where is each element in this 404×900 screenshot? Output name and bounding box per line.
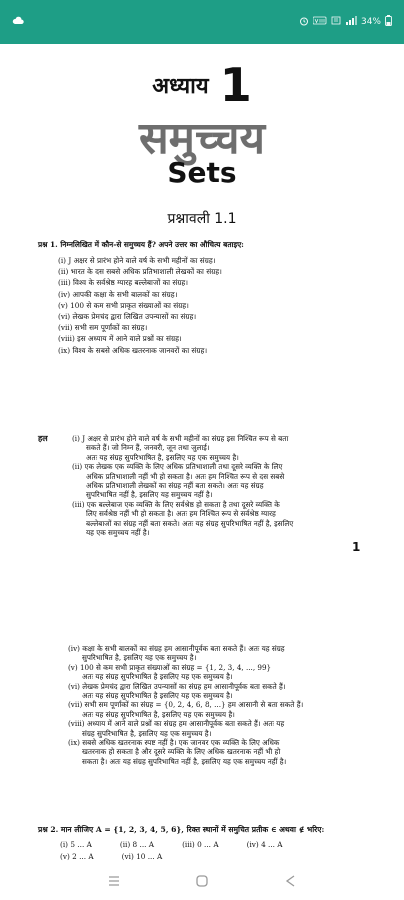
- solution-line: (ii) एक लेखक एक व्यक्ति के लिए अधिक प्रतिभाशाली तथा दूसरे व्यक्ति के लिए: [72, 462, 283, 472]
- solution-line: (ix) सबसे अधिक खतरनाक स्पष्ट नहीं है। एक जानवर एक व्यक्ति के लिए अधिक: [68, 738, 280, 748]
- battery-percent: 34%: [360, 17, 381, 27]
- solution-line: अतः यह संग्रह सुपरिभाषित है इसलिए यह एक समुच्चय है।: [82, 691, 233, 701]
- signal-icon: [345, 16, 357, 28]
- solution-line: (vi) लेखक प्रेमचंद द्वारा लिखित उपन्यासों का संग्रह हम आसानीपूर्वक बता सकते हैं।: [68, 681, 286, 691]
- chapter-heading: [0, 58, 404, 112]
- option-item: (v) 2 ... A: [60, 852, 94, 861]
- status-bar: [0, 0, 404, 44]
- list-item: (vi) लेखक प्रेमचंद द्वारा लिखित उपन्यासों का संग्रह।: [58, 312, 197, 322]
- solution-line: अतः यह संग्रह सुपरिभाषित है, इसलिए यह एक समुच्चय है।: [82, 709, 235, 719]
- question-1-items: [58, 255, 222, 356]
- solution-line: खतरनाक हो सकता है और दूसरे व्यक्ति के लिए अधिक खतरनाक नहीं भी हो: [82, 747, 281, 757]
- solution-line: (viii) अध्याय में आने वाले प्रश्नों का संग्रह हम आसानीपूर्वक बता सकते हैं। अतः यह: [68, 719, 285, 729]
- question-2: [38, 825, 324, 835]
- question-2-text: मान लीजिए A = {1, 2, 3, 4, 5, 6}, रिक्त स्थानों में समुचित प्रतीक ∈ अथवा ∉ भरिए:: [60, 825, 325, 834]
- option-item: (vi) 10 ... A: [121, 852, 163, 861]
- solution-line: अधिक प्रतिभाशाली लेखकों का संग्रह नहीं बता सकते। अतः यह संग्रह: [86, 481, 264, 491]
- vowifi-icon: [313, 16, 327, 28]
- question-1-label: प्रश्न 1.: [38, 240, 58, 249]
- list-item: (viii) इस अध्याय में आने वाले प्रश्नों का संग्रह।: [58, 334, 182, 344]
- solution-line: (iv) कक्षा के सभी बालकों का संग्रह हम आसानीपूर्वक बता सकते हैं। अतः यह संग्रह: [68, 644, 285, 653]
- solution-part-1: [72, 434, 293, 537]
- solution-line: संग्रह सुपरिभाषित है, इसलिए यह एक समुच्चय है।: [82, 728, 212, 738]
- solution-line: यह एक समुच्चय नहीं है।: [86, 528, 150, 538]
- option-item: (ii) 8 ... A: [119, 840, 155, 849]
- solution-part-2: [68, 644, 303, 766]
- back-icon[interactable]: [278, 869, 302, 893]
- question-2-options-row-2: [60, 852, 162, 861]
- list-item: (ix) विश्व के सबसे अधिक खतरनाक जानवरों का संग्रह।: [58, 345, 208, 355]
- solution-line: सकता है। अतः यह संग्रह सुपरिभाषित नहीं है, इसलिए यह एक समुच्चय नहीं है।: [82, 756, 287, 766]
- solution-label: हल: [38, 433, 48, 443]
- solution-line: (v) 100 से कम सभी प्राकृत संख्याओं का संग्रह = {1, 2, 3, 4, ..., 99}: [68, 662, 272, 672]
- alarm-icon: [299, 16, 309, 29]
- home-icon[interactable]: [190, 869, 214, 893]
- option-item: (i) 5 ... A: [60, 840, 92, 849]
- solution-line: सुपरिभाषित है, इसलिए यह एक समुच्चय है।: [82, 653, 197, 663]
- list-item: (iv) आपकी कक्षा के सभी बालकों का संग्रह।: [58, 289, 178, 299]
- solution-line: (i) J अक्षर से प्रारंभ होने वाले वर्ष के सभी महीनों का संग्रह इस निश्चित रूप से बता: [72, 434, 289, 443]
- chapter-title-hindi: समुच्चय: [138, 113, 266, 164]
- chapter-number: 1: [219, 58, 252, 112]
- solution-line: लिए सर्वश्रेष्ठ नहीं भी हो सकता है। अतः हम निश्चित रूप से सर्वश्रेष्ठ ग्यारह: [86, 509, 276, 519]
- exercise-heading: प्रश्नावली 1.1: [167, 211, 237, 227]
- question-1: [38, 241, 244, 248]
- status-right: [299, 15, 392, 29]
- list-item: (vii) सभी सम पूर्णांकों का संग्रह।: [58, 323, 148, 333]
- solution-line: (iii) एक बल्लेबाज एक व्यक्ति के लिए सर्वश्रेष्ठ हो सकता है तथा दूसरे व्यक्ति के: [72, 499, 280, 509]
- status-left: [12, 16, 24, 28]
- solution-line: बल्लेबाजों का संग्रह नहीं बता सकते। अतः यह संग्रह सुपरिभाषित नहीं है, इसलिए: [86, 518, 294, 528]
- solution-line: अतः यह संग्रह सुपरिभाषित है, इसलिए यह एक समुच्चय है।: [86, 452, 239, 462]
- solution-line: अतः यह संग्रह सुपरिभाषित है इसलिए यह एक समुच्चय है।: [82, 672, 233, 682]
- question-2-options-row-1: [60, 840, 283, 849]
- option-item: (iv) 4 ... A: [246, 840, 283, 849]
- solution-line: अधिक प्रतिभाशाली नहीं भी हो सकता है। अतः हम निश्चित रूप से दस सबसे: [86, 471, 285, 481]
- chapter-title-english: Sets: [167, 156, 237, 189]
- solution-line: सुपरिभाषित नहीं है, इसलिए यह समुच्चय नहीं है।: [86, 490, 213, 500]
- solution-line: सकते हैं। जो निम्न हैं, जनवरी, जून तथा जुलाई।: [86, 443, 210, 453]
- page-number: 1: [352, 540, 361, 554]
- option-item: (iii) 0 ... A: [182, 840, 219, 849]
- cloud-icon: [12, 16, 24, 28]
- list-item: (ii) भारत के दस सबसे अधिक प्रतिभाशाली लेखकों का संग्रह।: [58, 267, 222, 277]
- navigation-bar: [0, 862, 404, 900]
- battery-icon: [385, 15, 392, 29]
- question-2-label: प्रश्न 2.: [38, 825, 59, 834]
- document-page[interactable]: [0, 44, 404, 869]
- list-item: (v) 100 से कम सभी प्राकृत संख्याओं का संग्रह।: [58, 300, 189, 310]
- list-item: (i) J अक्षर से प्रारंभ होने वाले वर्ष के सभी महीनों का संग्रह।: [58, 256, 216, 265]
- chapter-word: अध्याय: [152, 73, 209, 99]
- solution-line: (vii) सभी सम पूर्णांकों का संग्रह = {0, 2, 4, 6, 8, ...} हम आसानी से बता सकते हैं।: [68, 700, 304, 710]
- question-1-text: निम्नलिखित में कौन-से समुच्चय हैं? अपने उत्तर का औचित्य बताइए:: [60, 240, 244, 249]
- list-item: (iii) विश्व के सर्वश्रेष्ठ ग्यारह बल्लेबाजों का संग्रह।: [58, 278, 189, 288]
- recents-icon[interactable]: [102, 869, 126, 893]
- sim-icon: [331, 16, 341, 28]
